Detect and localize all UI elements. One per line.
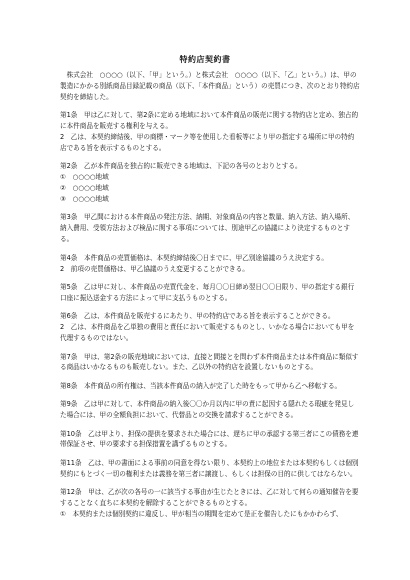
paragraph-text: ① 本契約または個別契約に違反し、甲が相当の期間を定めて是正を催告したにもかかわらず、 [60, 510, 343, 518]
paragraph-text: 第9条 乙は甲に対して、本件商品の納入後〇〇か月以内に甲の責に起因する隠れたる瑕疵を発見した場合には、甲の全額負担において、代替品との交換を請求することができる。 [60, 400, 355, 420]
paragraph-text: 第7条 甲は、第2条の販売地域においては、直接と間接とを問わず本件商品または本件商品に類似する商品はいかなるものも販売しない。また、乙以外の特約店を設置しないものとする。 [60, 352, 359, 372]
paragraph-text: 第3条 甲乙間における本件商品の発注方法、納期、対象商品の内容と数量、納入方法、納入場所、納入費用、受領方法および検品に関する事項については、別途甲乙の協議により決定するものとする。 [60, 213, 355, 244]
paragraph-text: 第12条 甲は、乙が次の各号の一に該当する事由が生じたときには、乙に対して何らの通知催告を要することなく直ちに本契約を解除することができるものとする。 [60, 488, 359, 508]
paragraph-text: 第6条 乙は、本件商品を販売するにあたり、甲の特約店である旨を表示することができる。 [60, 312, 335, 321]
paragraph-gap [60, 450, 360, 458]
paragraph-gap [60, 480, 360, 488]
paragraph-gap [60, 304, 360, 312]
paragraph-text: ② ○○○○地域 [60, 184, 109, 193]
document-title: 特約店契約書 [179, 55, 231, 64]
paragraph-text: 第11条 乙は、甲の書面による事前の同意を得ない限り、本契約上の地位または本契約もしくは個別契約にもとづく一切の権利または義務を第三者に譲渡し、もしくは担保の目的に供してはならない。 [60, 458, 359, 478]
paragraph-gap [60, 205, 360, 213]
paragraph-gap [60, 245, 360, 253]
paragraph-text: 2 乙は、本契約締結後、甲の商標・マーク等を使用した看板等により甲の指定する場所に甲の特約店である旨を表示するものとする。 [60, 133, 355, 152]
paragraph-text: 第4条 本件商品の売買価格は、本契約締結後〇日までに、甲乙別途協議のうえ決定する。 [60, 253, 328, 262]
paragraph-text: 第1条 甲は乙に対して、第2条に定める地域において本件商品の販売に関する特約店と定め、独占的に本件商品を販売する権利を与える。 [60, 111, 359, 131]
document-body [60, 70, 360, 520]
paragraph-text: 2 前項の売買価格は、甲乙協議のうえ変更することができる。 [60, 264, 249, 273]
paragraph-gap [60, 275, 360, 283]
paragraph-gap [60, 421, 360, 429]
paragraph-text: 株式会社 ○○○○（以下、「甲」という。）と株式会社 ○○○○（以下、「乙」という。）は、甲の製造にかかる別紙商品目録記載の商品（以下、「本件商品」という）の売買につき、次のとおり特約店契約を締結した。 [60, 71, 360, 101]
paragraph-text: 第10条 乙は甲より、担保の提供を要求された場合には、遅ちに甲の承認する第三者にこの債務を連帯保証させ、甲の要求する担保措置を講ずるものとする。 [60, 429, 359, 449]
paragraph-gap [60, 344, 360, 352]
paragraph-text: ③ ○○○○地域 [60, 195, 109, 204]
paragraph-gap [60, 373, 360, 381]
paragraph-text: 第5条 乙は甲に対し、本件商品の売買代金を、毎月〇〇日締め翌日〇〇日限り、甲の指定する銀行口座に振込送金する方法によって甲に支払うものとする。 [60, 283, 355, 302]
paragraph-text: 2 乙は、本件商品を乙単独の費用と責任において販売するものとし、いかなる場合においても甲を代理するものではない。 [60, 323, 355, 343]
paragraph-text: 第2条 乙が本件商品を独占的に販売できる地域は、下記の各号のとおりとする。 [60, 162, 302, 171]
paragraph-gap [60, 154, 360, 162]
paragraph-gap [60, 392, 360, 400]
paragraph-gap [60, 103, 360, 111]
paragraph-text: 第8条 本件商品の所有権は、当該本件商品の納入が完了した時をもって甲から乙へ移転する。 [60, 381, 342, 390]
paragraph-text: ① ○○○○地域 [60, 173, 109, 182]
